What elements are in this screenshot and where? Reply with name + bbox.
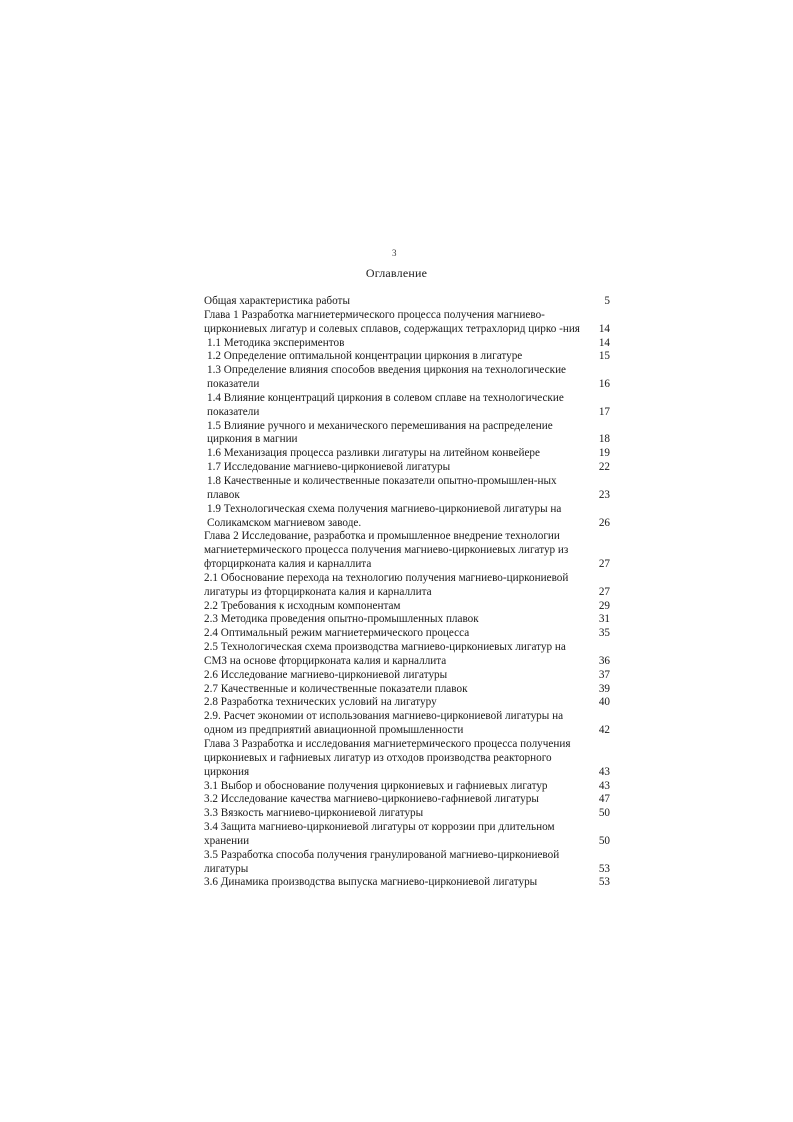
toc-entry-title: 2.1 Обоснование перехода на технологию получения магниево-циркониевой лигатуры из фторцирконата калия и карналлита bbox=[204, 571, 569, 598]
toc-entry bbox=[204, 669, 610, 683]
toc-entry-page: 27 bbox=[598, 558, 610, 571]
toc-entry-page: 26 bbox=[598, 516, 610, 529]
toc-entry-page: 43 bbox=[598, 779, 610, 792]
toc-entry-page: 16 bbox=[598, 378, 610, 391]
toc-entry-title: Глава 2 Исследование, разработка и промышленное внедрение технологии магниетермического процесса получения магниево-циркониевых лигатур из фторцирконата калия и карналлита bbox=[204, 530, 569, 571]
toc-entry-page: 19 bbox=[598, 447, 610, 460]
toc-entry-page: 23 bbox=[598, 488, 610, 501]
toc-entry bbox=[204, 503, 610, 531]
toc-entry-page: 27 bbox=[598, 585, 610, 598]
toc-entry-page: 14 bbox=[598, 322, 610, 335]
toc-entry-page: 22 bbox=[598, 461, 610, 474]
toc-entry bbox=[204, 849, 610, 877]
toc-entry bbox=[204, 295, 610, 309]
toc-entry-title: 2.9. Расчет экономии от использования магниево-циркониевой лигатуры на одном из предприятий авиационной промышленности bbox=[204, 710, 564, 737]
toc-entry bbox=[204, 641, 610, 669]
toc-entry-page: 40 bbox=[598, 696, 610, 709]
toc-entry-title: 1.7 Исследование магниево-циркониевой лигатуры bbox=[207, 461, 451, 474]
toc-entry-page: 29 bbox=[598, 599, 610, 612]
toc-entry bbox=[204, 793, 610, 807]
toc-entry bbox=[204, 572, 610, 600]
toc-entry-title: 2.8 Разработка технических условий на лигатуру bbox=[204, 696, 437, 709]
toc-entry-title: 2.5 Технологическая схема производства магниево-циркониевых лигатур на СМЗ на основе фторцирконата калия и карналлита bbox=[204, 641, 566, 667]
toc-heading: Оглавление bbox=[365, 266, 428, 280]
toc-entry-title: 1.3 Определение влияния способов введения циркония на технологические показатели bbox=[207, 364, 567, 391]
toc-entry bbox=[204, 350, 610, 364]
toc-entry-title: 2.6 Исследование магниево-циркониевой лигатуры bbox=[204, 668, 448, 681]
toc-entry-page: 37 bbox=[598, 668, 610, 681]
toc-entry-title: 3.2 Исследование качества магниево-циркониево-гафниевой лигатуры bbox=[204, 793, 539, 806]
toc-entry bbox=[204, 807, 610, 821]
toc-entry bbox=[204, 696, 610, 710]
toc-entry-title: 1.2 Определение оптимальной концентрации циркония в лигатуре bbox=[207, 350, 523, 363]
toc-entry-title: Глава 3 Разработка и исследования магниетермического процесса получения циркониевых и гафниевых лигатур из отходов производства реакторного циркония bbox=[204, 738, 571, 778]
toc-entry bbox=[204, 821, 610, 849]
toc-entry-title: 3.1 Выбор и обоснование получения циркониевых и гафниевых лигатур bbox=[204, 779, 548, 792]
page-number: 3 bbox=[392, 248, 397, 258]
toc-entry bbox=[204, 780, 610, 794]
toc-entry bbox=[204, 309, 610, 337]
toc-entry-title: 1.5 Влияние ручного и механического перемешивания на распределение циркония в магнии bbox=[207, 419, 553, 446]
toc-entry-title: 2.3 Методика проведения опытно-промышленных плавок bbox=[204, 613, 479, 626]
toc-entry-page: 53 bbox=[598, 876, 610, 889]
toc-entry bbox=[204, 627, 610, 641]
toc-entry bbox=[204, 876, 610, 890]
toc-entry-title: 2.7 Качественные и количественные показатели плавок bbox=[204, 682, 468, 695]
toc-entry-page: 14 bbox=[598, 336, 610, 349]
toc-entry bbox=[204, 364, 610, 392]
toc-entry bbox=[204, 738, 610, 780]
toc-entry-title: 1.4 Влияние концентраций циркония в солевом сплаве на технологические показатели bbox=[207, 391, 564, 418]
toc-entry-title: 2.2 Требования к исходным компонентам bbox=[204, 599, 401, 612]
toc-entry-page: 43 bbox=[598, 765, 610, 778]
toc-entry bbox=[204, 530, 610, 572]
toc-entry bbox=[204, 392, 610, 420]
toc-entry bbox=[204, 447, 610, 461]
toc-entry-title: 1.8 Качественные и количественные показатели опытно-промышлен-ных плавок bbox=[207, 474, 557, 501]
toc-entry bbox=[204, 613, 610, 627]
toc-entry bbox=[204, 420, 610, 448]
toc-entry-page: 17 bbox=[598, 405, 610, 418]
toc-entry-title: 2.4 Оптимальный режим магниетермического процесса bbox=[204, 627, 470, 640]
toc-entry bbox=[204, 600, 610, 614]
toc-entry-page: 31 bbox=[598, 613, 610, 626]
toc-entry-title: 1.6 Механизация процесса разливки лигатуры на литейном конвейере bbox=[207, 447, 540, 460]
table-of-contents bbox=[204, 295, 610, 890]
toc-entry bbox=[204, 461, 610, 475]
toc-entry-title: 1.1 Методика экспериментов bbox=[207, 336, 345, 349]
toc-entry-page: 50 bbox=[598, 807, 610, 820]
toc-entry bbox=[204, 475, 610, 503]
toc-entry-title: Глава 1 Разработка магниетермического процесса получения магниево-циркониевых лигатур и солевых сплавов, содержащих тетрахлорид цирко -ния bbox=[204, 308, 580, 335]
toc-entry-title: 3.4 Защита магниево-циркониевой лигатуры от коррозии при длительном хранении bbox=[204, 821, 555, 847]
toc-entry-page: 53 bbox=[598, 862, 610, 875]
toc-entry-page: 39 bbox=[598, 682, 610, 695]
toc-entry-page: 47 bbox=[598, 793, 610, 806]
toc-entry-page: 18 bbox=[598, 433, 610, 446]
toc-entry-page: 5 bbox=[604, 295, 610, 307]
toc-entry-page: 35 bbox=[598, 627, 610, 640]
toc-entry-page: 15 bbox=[598, 350, 610, 363]
toc-entry-title: 3.5 Разработка способа получения гранулированой магниево-циркониевой лигатуры bbox=[204, 848, 560, 875]
toc-entry-page: 42 bbox=[598, 724, 610, 737]
toc-entry-title: 3.6 Динамика производства выпуска магниево-циркониевой лигатуры bbox=[204, 876, 538, 889]
toc-entry-title: 3.3 Вязкость магниево-циркониевой лигатуры bbox=[204, 807, 424, 820]
toc-entry bbox=[204, 683, 610, 697]
toc-entry-title: 1.9 Технологическая схема получения магниево-циркониевой лигатуры на Соликамском магниевом заводе. bbox=[207, 502, 562, 529]
toc-entry bbox=[204, 710, 610, 738]
toc-entry bbox=[204, 337, 610, 351]
toc-entry-page: 36 bbox=[598, 654, 610, 667]
toc-entry-title: Общая характеристика работы bbox=[204, 295, 350, 307]
toc-entry-page: 50 bbox=[598, 834, 610, 847]
